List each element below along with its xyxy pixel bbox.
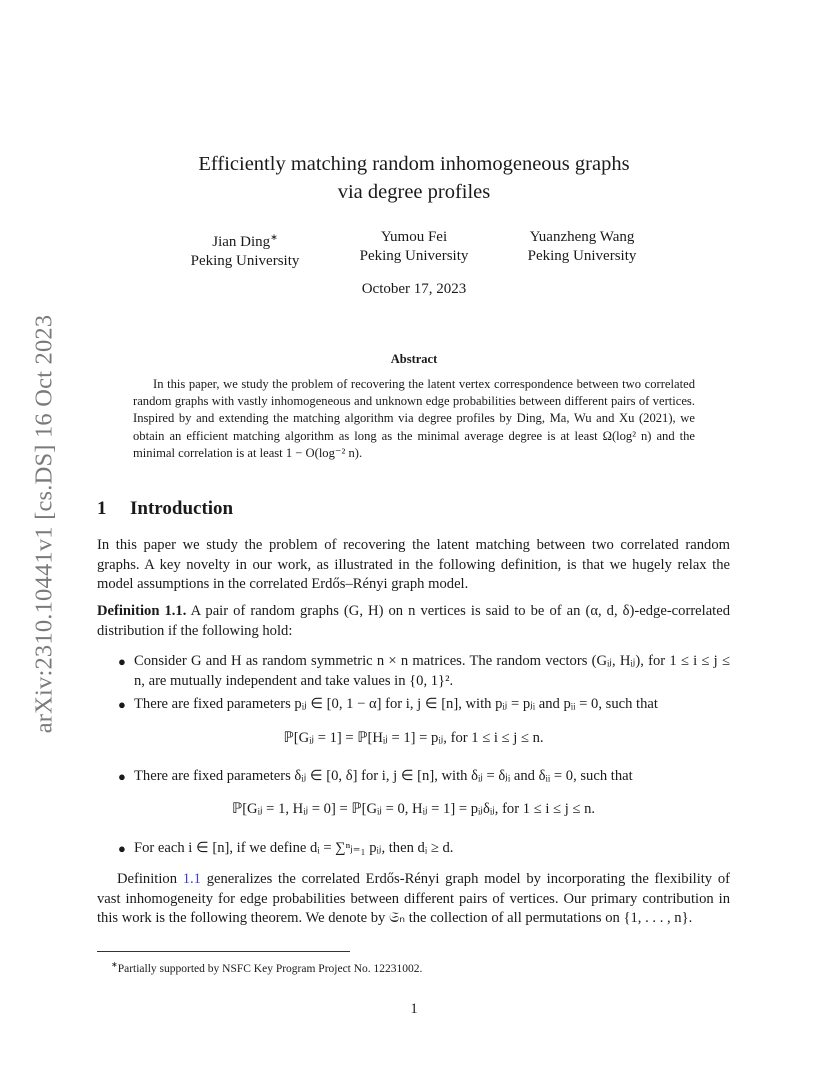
bullet-icon: ● <box>118 654 126 669</box>
author-block <box>0 228 828 268</box>
section-heading <box>97 498 233 520</box>
list-item <box>97 767 730 787</box>
author-name: Jian Ding <box>212 234 271 250</box>
bullet-icon: ● <box>118 841 126 856</box>
display-equation-1: ℙ[Gᵢⱼ = 1] = ℙ[Hᵢⱼ = 1] = pᵢⱼ, for 1 ≤ i ≤ j ≤ n. <box>283 730 544 746</box>
list-item-text: For each i ∈ [n], if we define dᵢ = ∑ⁿⱼ₌₁ pᵢⱼ, then dᵢ ≥ d. <box>134 840 454 856</box>
abstract-heading: Abstract <box>390 352 438 366</box>
author-2 <box>334 228 494 266</box>
footnote-mark: ∗ <box>111 960 118 969</box>
definition-ref-link[interactable]: 1.1 <box>182 871 201 887</box>
list-item-text: There are fixed parameters pᵢⱼ ∈ [0, 1 − α] for i, j ∈ [n], with pᵢⱼ = pⱼᵢ and pᵢᵢ = 0, such that <box>134 696 658 712</box>
paper-date: October 17, 2023 <box>361 281 467 297</box>
footnote <box>111 957 731 977</box>
list-item-text: There are fixed parameters δᵢⱼ ∈ [0, δ] for i, j ∈ [n], with δᵢⱼ = δⱼᵢ and δᵢᵢ = 0, such that <box>134 768 633 784</box>
author-name: Yumou Fei <box>380 229 448 245</box>
author-name: Yuanzheng Wang <box>529 229 635 245</box>
definition-label: Definition 1.1. <box>97 603 187 619</box>
footnote-text: Partially supported by NSFC Key Program Project No. 12231002. <box>117 962 423 975</box>
section-number: 1 <box>97 498 107 519</box>
abstract-text: In this paper, we study the problem of recovering the latent vertex correspondence between two correlated random graphs with vastly inhomogeneous and unknown edge probabilities between different pairs of vertices. Inspired by and extending the matching algorithm via degree profiles by Ding, Ma, Wu and Xu (2021), we obtain an efficient matching algorithm as long as the minimal average degree is at least Ω(log² n) and the minimal correlation is at least 1 − O(log⁻² n). <box>133 377 695 460</box>
paper-title <box>120 150 708 206</box>
after-paragraph <box>97 870 730 929</box>
section-title: Introduction <box>130 498 234 519</box>
arxiv-identifier: arXiv:2310.10441v1 [cs.DS] 16 Oct 2023 <box>30 314 58 734</box>
definition-text: A pair of random graphs (G, H) on n vertices is said to be of an (α, d, δ)-edge-correlated distribution if the following hold: <box>97 603 731 639</box>
title-line-1: Efficiently matching random inhomogeneous graphs <box>198 153 630 175</box>
display-equation-2: ℙ[Gᵢⱼ = 1, Hᵢⱼ = 0] = ℙ[Gᵢⱼ = 0, Hᵢⱼ = 1] = pᵢⱼδᵢⱼ, for 1 ≤ i ≤ j ≤ n. <box>231 801 596 817</box>
definition-block <box>97 602 730 641</box>
author-affiliation: Peking University <box>527 248 637 264</box>
bullet-icon: ● <box>118 697 126 712</box>
abstract <box>133 376 695 462</box>
title-line-2: via degree profiles <box>337 181 491 203</box>
footnote-mark: ∗ <box>270 232 278 242</box>
author-1 <box>165 228 325 271</box>
page-number: 1 <box>410 1001 418 1017</box>
list-item <box>97 839 730 859</box>
author-3 <box>502 228 662 266</box>
list-item-text: Consider G and H as random symmetric n × n matrices. The random vectors (Gᵢⱼ, Hᵢⱼ), for 1 ≤ i ≤ j ≤ n, are mutually independent and take values in {0, 1}². <box>134 653 730 689</box>
list-item <box>97 695 730 715</box>
after-text: generalizes the correlated Erdős-Rényi graph model by incorporating the flexibility of vast inhomogeneity for edge probabilities between different pairs of vertices. Our primary contribution in this work is the following theorem. We denote by 𝔖ₙ the collection of all permutations on {1, . . . , n}. <box>97 871 730 926</box>
after-prefix: Definition <box>117 871 183 887</box>
author-affiliation: Peking University <box>190 253 300 269</box>
footnote-rule <box>97 951 350 952</box>
bullet-icon: ● <box>118 769 126 784</box>
intro-text: In this paper we study the problem of recovering the latent matching between two correlated random graphs. A key novelty in our work, as illustrated in the following definition, is that we hugely relax the model assumptions in the correlated Erdős–Rényi graph model. <box>97 537 730 592</box>
list-item <box>97 652 730 691</box>
author-affiliation: Peking University <box>359 248 469 264</box>
intro-paragraph <box>97 536 730 595</box>
